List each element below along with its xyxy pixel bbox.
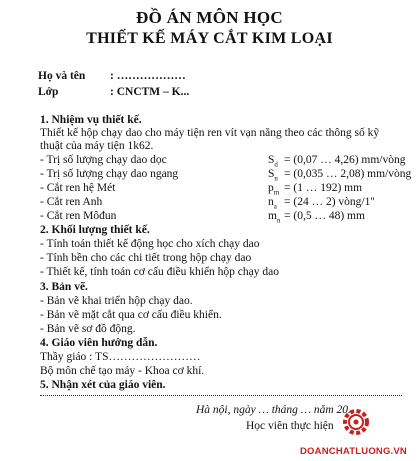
section-5-heading: 5. Nhận xét của giáo viên.	[40, 379, 166, 391]
section-1-heading: 1. Nhiệm vụ thiết kế.	[40, 114, 142, 126]
list-item: - Bản vẽ khai triển hộp chạy dao.	[40, 295, 193, 307]
document-title: ĐỒ ÁN MÔN HỌC	[136, 8, 283, 27]
footer-signer: Học viên thực hiện	[246, 420, 334, 432]
param-label: - Trị số lượng chạy dao dọc	[40, 154, 167, 166]
param-label: - Cắt ren hệ Mét	[40, 182, 116, 194]
param-row	[40, 210, 400, 223]
student-class-label: Lớp	[38, 86, 59, 98]
param-symbol: $p_m$	[268, 182, 280, 197]
comment-line	[40, 395, 402, 396]
section-1-intro-line2: thuật của máy tiện 1k62.	[40, 140, 154, 152]
list-item: - Thiết kế, tính toán cơ cấu điều khiển hộp chạy dao	[40, 266, 279, 278]
section-4-heading: 4. Giáo viên hướng dẫn.	[40, 337, 158, 349]
param-value: = (1 … 192) mm	[284, 182, 363, 194]
student-name-row	[38, 70, 186, 83]
watermark-text: DOANCHATLUONG.VN	[300, 446, 407, 457]
param-label: - Cắt ren Anh	[40, 196, 103, 208]
param-row	[40, 196, 400, 209]
list-item: - Tính bền cho các chi tiết trong hộp chạy dao	[40, 252, 252, 264]
param-symbol: $S_d$	[268, 154, 278, 169]
teacher-line: Thầy giáo : TS……………………	[40, 351, 201, 363]
param-symbol: $S_n$	[268, 168, 278, 183]
section-1-intro-line1: Thiết kế hộp chạy dao cho máy tiện ren vít vạn năng theo các thông số kỹ	[40, 127, 380, 139]
param-row	[40, 154, 406, 169]
param-row	[40, 168, 412, 183]
student-name-label: Họ và tên	[38, 70, 86, 82]
param-symbol: $n_a$	[268, 196, 277, 211]
param-value: = (0,035 … 2,08) mm/vòng	[284, 168, 412, 180]
param-value: = (0,5 … 48) mm	[284, 210, 365, 222]
param-symbol: $m_n$	[268, 210, 281, 225]
gear-logo-icon	[338, 404, 374, 440]
param-row	[40, 182, 400, 195]
param-label: - Cắt ren Môđun	[40, 210, 117, 222]
footer-date: Hà nội, ngày … tháng … năm 20…	[196, 404, 359, 416]
list-item: - Bản vẽ mặt cắt qua cơ cấu điều khiển.	[40, 309, 222, 321]
student-class-value: : CNCTM – K...	[110, 86, 190, 98]
section-3-heading: 3. Bản vẽ.	[40, 281, 88, 293]
student-class-row	[38, 86, 189, 99]
param-value: = (24 … 2) vòng/1''	[284, 196, 375, 208]
param-label: - Trị số lượng chạy dao ngang	[40, 168, 179, 180]
param-value: = (0,07 … 4,26) mm/vòng	[284, 154, 406, 166]
student-name-value: : ………………	[110, 70, 186, 82]
document-subtitle: THIẾT KẾ MÁY CẮT KIM LOẠI	[86, 30, 333, 47]
section-2-heading: 2. Khối lượng thiết kế.	[40, 224, 150, 236]
list-item: - Tính toán thiết kế động học cho xích chạy dao	[40, 238, 260, 250]
department-line: Bộ môn chế tạo máy - Khoa cơ khí.	[40, 365, 205, 377]
list-item: - Bản vẽ sơ đồ động.	[40, 323, 136, 335]
